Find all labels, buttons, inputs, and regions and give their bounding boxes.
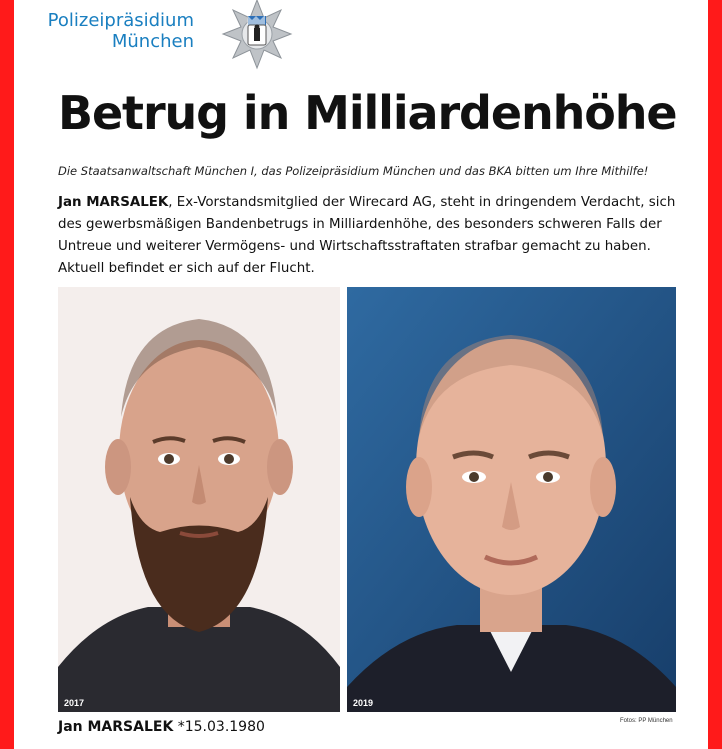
caption-dob: *15.03.1980 <box>173 719 265 735</box>
photo-2017 <box>58 287 340 712</box>
agency-name-line1: Polizeipräsidium <box>47 10 194 31</box>
photo-caption <box>58 719 265 735</box>
headline: Betrug in Milliardenhöhe <box>58 86 677 140</box>
caption-name: Jan MARSALEK <box>58 719 174 735</box>
police-star-badge-icon <box>214 0 300 70</box>
red-border-right <box>708 0 722 749</box>
photo-year-2019: 2019 <box>353 698 374 708</box>
photo-year-2017: 2017 <box>64 698 85 708</box>
portrait-clean-shaven-icon <box>347 287 676 712</box>
suspect-description-text: , Ex-Vorstandsmitglied der Wirecard AG, steht in dringendem Verdacht, sich des gewerbsmäßigen Bandenbetrugs in Milliardenhöhe, des besonders schweren Falls der Untreue und weiterer Vermögens- und Wirtschaftsstraftaten strafbar gemacht zu haben. Aktuell befindet er sich auf der Flucht. <box>58 195 676 276</box>
photo-2019 <box>347 287 676 712</box>
portrait-bearded-icon <box>58 287 340 712</box>
agency-name-line2: München <box>111 31 194 52</box>
photo-credit: Fotos: PP München <box>620 718 673 724</box>
suspect-name: Jan MARSALEK <box>58 195 169 210</box>
appeal-subline: Die Staatsanwaltschaft München I, das Polizeipräsidium München und das BKA bitten um Ihre Mithilfe! <box>58 164 649 178</box>
red-border-left <box>0 0 14 749</box>
header <box>47 0 358 70</box>
suspect-description <box>58 192 688 280</box>
